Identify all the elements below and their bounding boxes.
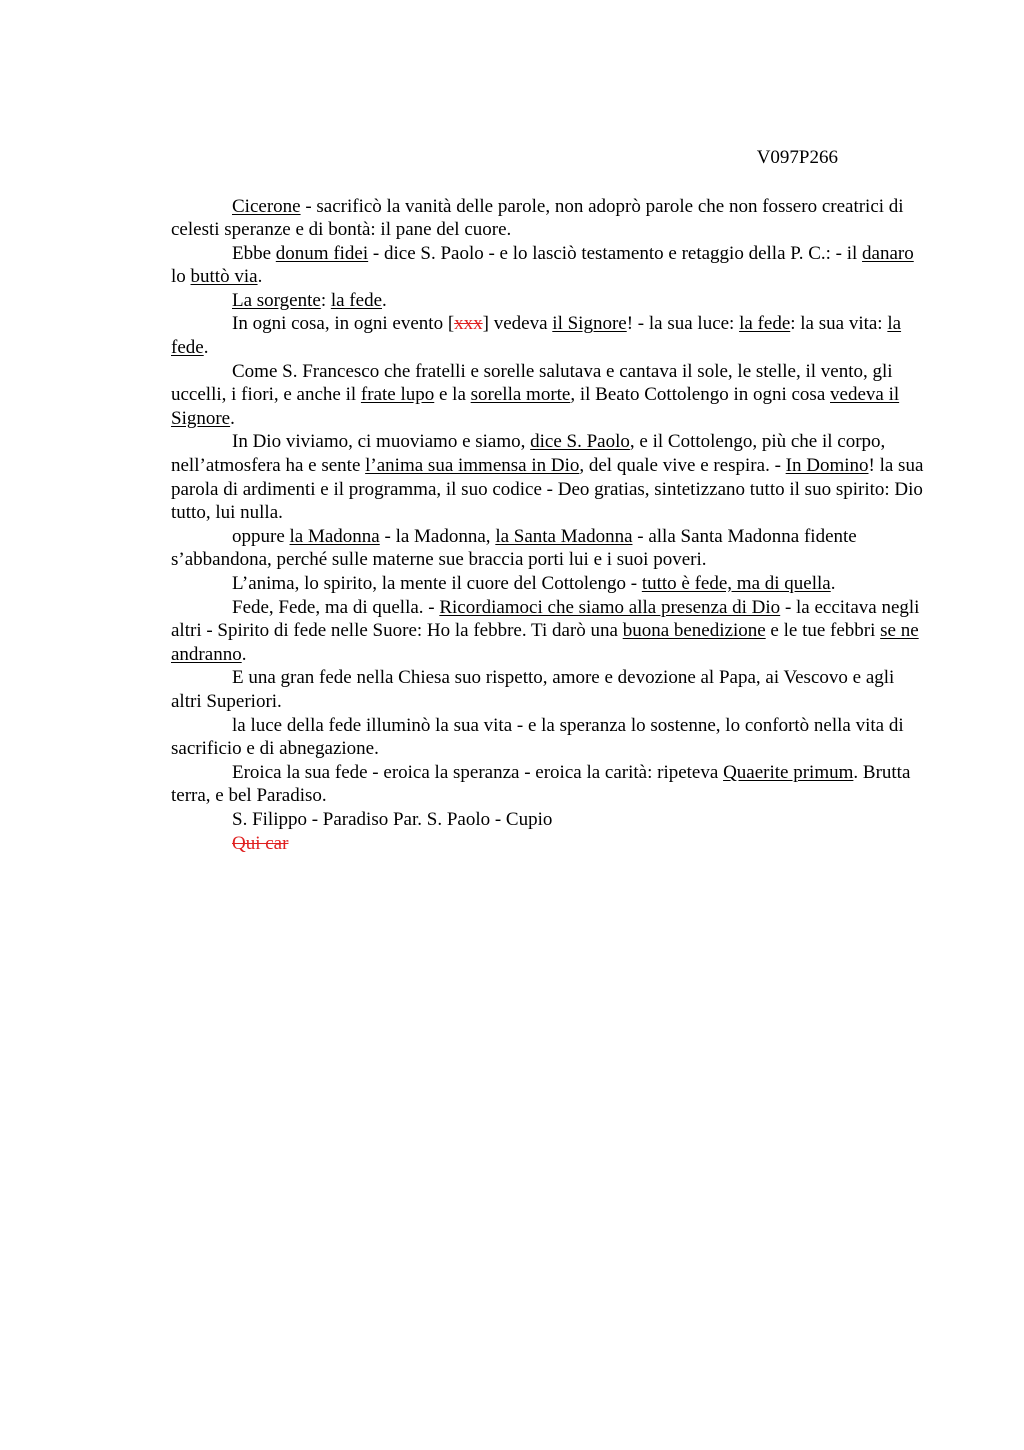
paragraph xyxy=(171,761,925,808)
text-run: . xyxy=(230,407,235,429)
paragraph xyxy=(171,808,925,832)
text-run: ] vedeva xyxy=(482,313,553,335)
text-run: - sacrificò la vanità delle parole, non adoprò parole che non fossero creatrici di celesti speranze e di bontà: il pane del cuore. xyxy=(171,195,904,241)
text-run: ! la sua parola di ardimenti e il programma, il suo codice - Deo gratias, sintetizzano tutto il suo spirito: Dio tutto, lui nulla. xyxy=(171,455,924,524)
text-run: lo xyxy=(171,266,191,288)
paragraph xyxy=(171,312,925,359)
text-run: ! - la sua luce: xyxy=(626,313,740,335)
paragraph xyxy=(171,714,925,761)
paragraph xyxy=(171,360,925,431)
paragraph xyxy=(171,596,925,667)
text-run: - dice S. Paolo - e lo lasciò testamento e retaggio della P. C.: - il xyxy=(368,242,863,264)
paragraph xyxy=(171,195,925,242)
text-run: . xyxy=(203,337,209,359)
deleted-text: xxx xyxy=(454,313,483,335)
underlined-text: Quaerite primum xyxy=(723,761,854,783)
body-text xyxy=(171,195,925,856)
text-run: - alla Santa Madonna fidente s’abbandona, perché sulle materne sue braccia porti lui e i suoi poveri. xyxy=(171,525,857,571)
text-run: Ebbe xyxy=(232,242,276,264)
underlined-text: La sorgente xyxy=(232,289,321,311)
underlined-text: dice S. Paolo xyxy=(530,431,630,453)
underlined-text: frate lupo xyxy=(360,384,435,406)
text-run: E una gran fede nella Chiesa suo rispetto, amore e devozione al Papa, ai Vescovo e agli altri Superiori. xyxy=(171,667,895,712)
underlined-text: vedeva il Signore xyxy=(171,384,900,429)
text-run: : la sua vita: xyxy=(790,313,888,335)
underlined-text: se ne andranno xyxy=(171,620,919,665)
text-run: , del quale vive e respira. - xyxy=(579,455,786,477)
underlined-text: la Madonna xyxy=(289,525,380,547)
underlined-text: Cicerone xyxy=(232,195,301,217)
deleted-text: Qui car xyxy=(232,832,289,854)
paragraph xyxy=(171,430,925,524)
underlined-text: tutto è fede, ma di quella xyxy=(641,573,831,594)
underlined-text: il Signore xyxy=(552,313,627,335)
text-run: - la eccitava negli altri - Spirito di fede nelle Suore: Ho la febbre. Ti darò una xyxy=(171,596,920,642)
text-run: . Brutta terra, e bel Paradiso. xyxy=(171,761,911,807)
text-run: L’anima, lo spirito, la mente il cuore del Cottolengo - xyxy=(232,573,642,594)
text-run: e le tue febbri xyxy=(765,620,881,642)
text-run: e la xyxy=(434,384,471,406)
text-run: . xyxy=(241,643,247,665)
text-run: : xyxy=(320,289,331,311)
underlined-text: buttò via xyxy=(190,266,258,288)
underlined-text: In Domino xyxy=(785,455,869,477)
paragraph xyxy=(171,525,925,572)
paragraph xyxy=(171,666,925,713)
page-identifier: V097P266 xyxy=(756,147,838,168)
text-run: . xyxy=(382,289,387,311)
text-run: - la Madonna, xyxy=(379,525,496,547)
underlined-text: la fede xyxy=(330,289,382,311)
underlined-text: l’anima sua immensa in Dio xyxy=(365,455,580,477)
text-run: Eroica la sua fede - eroica la speranza - eroica la carità: ripeteva xyxy=(232,761,724,783)
text-run: , il Beato Cottolengo in ogni cosa xyxy=(570,384,831,406)
text-run: S. Filippo - Paradiso Par. S. Paolo - Cupio xyxy=(232,808,553,830)
text-run: la luce della fede illuminò la sua vita - e la speranza lo sostenne, lo confortò nella vita di sacrificio e di abnegazione. xyxy=(171,714,904,760)
text-run: , e il Cottolengo, più che il corpo, nell’atmosfera ha e sente xyxy=(171,431,886,477)
underlined-text: buona benedizione xyxy=(622,620,766,642)
underlined-text: danaro xyxy=(862,242,914,264)
paragraph xyxy=(171,242,925,289)
text-run: In ogni cosa, in ogni evento [ xyxy=(232,313,455,335)
underlined-text: Ricordiamoci che siamo alla presenza di Dio xyxy=(439,596,781,618)
underlined-text: la fede xyxy=(171,313,902,359)
paragraph xyxy=(171,572,925,596)
text-run: Come S. Francesco che fratelli e sorelle salutava e cantava il sole, le stelle, il vento, gli uccelli, i fiori, e anche il xyxy=(171,360,893,406)
text-run: Fede, Fede, ma di quella. - xyxy=(232,596,440,618)
text-run: . xyxy=(830,573,836,594)
text-run: oppure xyxy=(232,525,290,547)
underlined-text: sorella morte xyxy=(470,384,571,406)
underlined-text: donum fidei xyxy=(275,242,369,264)
paragraph xyxy=(171,289,925,313)
underlined-text: la Santa Madonna xyxy=(495,525,633,547)
text-run: In Dio viviamo, ci muoviamo e siamo, xyxy=(232,431,531,453)
underlined-text: la fede xyxy=(739,313,791,335)
paragraph xyxy=(171,832,925,856)
text-run: . xyxy=(257,266,263,288)
